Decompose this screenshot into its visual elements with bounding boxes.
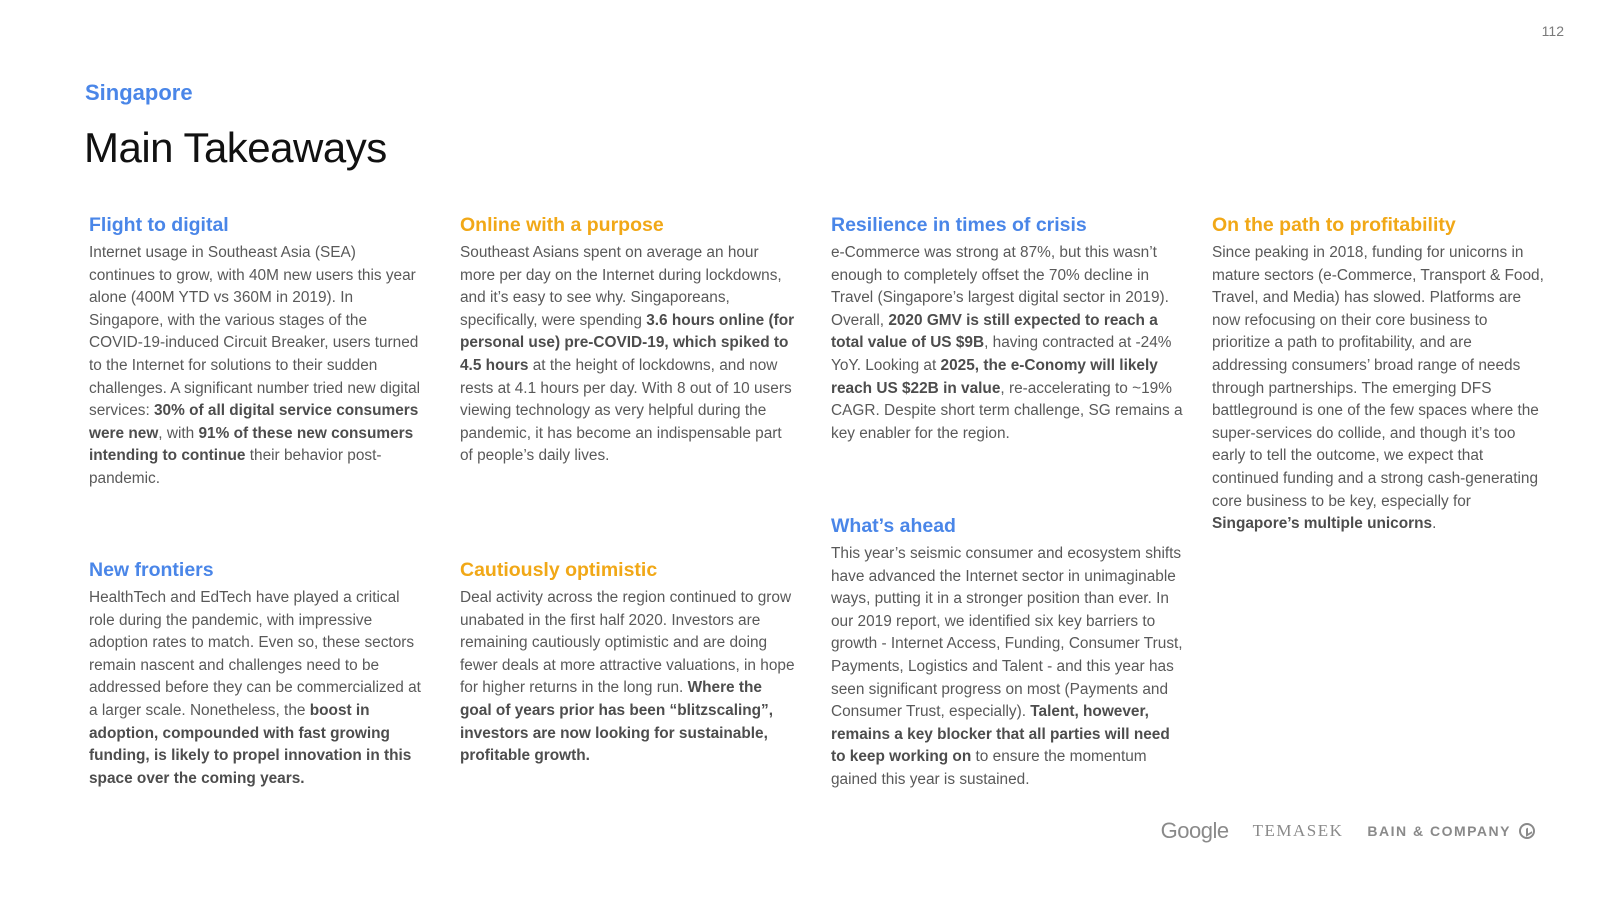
body-text: , with xyxy=(158,424,199,442)
section-new-frontiers xyxy=(89,557,424,790)
section-body xyxy=(1212,242,1547,536)
body-highlight: 2025, the e-Conomy will likely reach US $22B in value xyxy=(831,356,1158,397)
section-body xyxy=(831,242,1186,445)
section-heading: Cautiously optimistic xyxy=(460,559,658,581)
section-body xyxy=(89,242,424,491)
section-resilience xyxy=(831,212,1186,445)
section-heading: Online with a purpose xyxy=(460,214,664,236)
section-heading: On the path to profitability xyxy=(1212,214,1456,236)
body-text: This year’s seismic consumer and ecosystem shifts have advanced the Internet sector in unimaginable ways, putting it in a stronger position than ever. In our 2019 report, we identified six key barriers to growth - Internet Access, Funding, Consumer Trust, Payments, Logistics and Talent - and this year has seen significant progress on most (Payments and Consumer Trust, especially). xyxy=(831,545,1183,721)
body-text: HealthTech and EdTech have played a critical role during the pandemic, with impressive adoption rates to match. Even so, these sectors remain nascent and challenges need to be addressed before they can be commercialized at a larger scale. Nonetheless, the xyxy=(89,589,421,719)
section-body xyxy=(831,543,1186,792)
body-highlight: Where the goal of years prior has been “blitzscaling”, investors are now looking for sustainable, profitable growth. xyxy=(460,679,774,765)
bain-mark-icon xyxy=(1519,823,1535,839)
section-cautiously-optimistic xyxy=(460,557,795,768)
body-text: at the height of lockdowns, and now rests at 4.1 hours per day. With 8 out of 10 users viewing technology as very helpful during the pandemic, it has become an indispensable part of people’s daily lives. xyxy=(460,356,792,465)
section-path-to-profitability xyxy=(1212,212,1547,536)
body-text: their behavior post-pandemic. xyxy=(89,447,382,487)
body-text: Deal activity across the region continued to grow unabated in the first half 2020. Investors are remaining cautiously optimistic and are doing fewer deals at more attractive valuations, in hope for higher returns in the long run. xyxy=(460,589,795,697)
body-text: to ensure the momentum gained this year is sustained. xyxy=(831,748,1147,788)
bain-logo xyxy=(1367,823,1535,839)
section-heading: Flight to digital xyxy=(89,214,229,236)
region-label: Singapore xyxy=(85,80,193,105)
section-flight-to-digital xyxy=(89,212,424,491)
page-title: Main Takeaways xyxy=(84,124,387,171)
temasek-logo: TEMASEK xyxy=(1252,821,1344,840)
body-highlight: 2020 GMV is still expected to reach a total value of US $9B xyxy=(831,311,1158,352)
partner-logos xyxy=(1161,818,1535,844)
section-heading: What’s ahead xyxy=(831,515,956,537)
section-body xyxy=(460,242,795,468)
section-online-with-a-purpose xyxy=(460,212,795,468)
body-highlight: boost in adoption, compounded with fast growing funding, is likely to propel innovation in this space over the coming years. xyxy=(89,701,412,787)
body-text: , having contracted at -24% YoY. Looking at xyxy=(831,334,1172,374)
body-text: e-Commerce was strong at 87%, but this wasn’t enough to completely offset the 70% decline in Travel (Singapore’s largest digital sector in 2019). Overall, xyxy=(831,244,1169,329)
section-whats-ahead xyxy=(831,513,1186,792)
google-logo: Google xyxy=(1160,818,1229,843)
body-highlight: 3.6 hours online (for personal use) pre-COVID-19, which spiked to 4.5 hours xyxy=(460,311,795,374)
bain-logo-text: BAIN & COMPANY xyxy=(1367,823,1511,839)
section-body xyxy=(89,587,424,790)
body-text: Since peaking in 2018, funding for unicorns in mature sectors (e-Commerce, Transport & Food, Travel, and Media) has slowed. Platforms are now refocusing on their core business to prioritize a path to profitability, and are addressing consumers’ broad range of needs through partnerships. The emerging DFS battleground is one of the few spaces where the super-services do collide, and though it’s too early to tell the outcome, we expect that continued funding and a strong cash-generating core business to be key, especially for xyxy=(1212,244,1544,510)
body-text: Internet usage in Southeast Asia (SEA) continues to grow, with 40M new users this year alone (400M YTD vs 360M in 2019). In Singapore, with the various stages of the COVID-19-induced Circuit Breaker, users turned to the Internet for solutions to their sudden challenges. A significant number tried new digital services: xyxy=(89,244,421,420)
body-text: . xyxy=(1432,515,1437,533)
body-highlight: Singapore’s multiple unicorns xyxy=(1212,515,1433,533)
body-highlight: 91% of these new consumers intending to continue xyxy=(89,424,414,465)
body-highlight: 30% of all digital service consumers were new xyxy=(89,402,419,442)
section-heading: New frontiers xyxy=(89,559,214,581)
body-highlight: Talent, however, remains a key blocker that all parties will need to keep working on xyxy=(831,703,1170,766)
section-heading: Resilience in times of crisis xyxy=(831,214,1087,236)
body-text: Southeast Asians spent on average an hour more per day on the Internet during lockdowns, and it’s easy to see why. Singaporeans, specifically, were spending xyxy=(460,244,782,329)
body-text: , re-accelerating to ~19% CAGR. Despite short term challenge, SG remains a key enabler for the region. xyxy=(831,379,1183,442)
section-body xyxy=(460,587,795,768)
page-number: 112 xyxy=(1541,23,1564,39)
